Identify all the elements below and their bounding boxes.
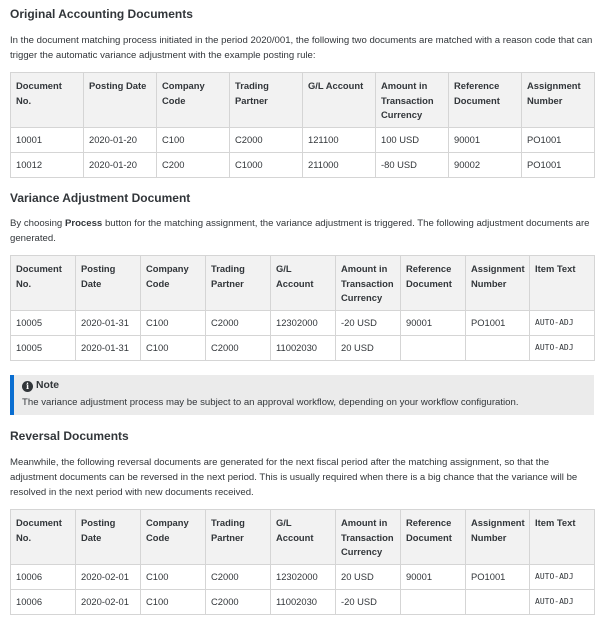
table-cell: -80 USD xyxy=(376,153,449,178)
table-row xyxy=(11,311,595,336)
table-cell: 12302000 xyxy=(271,311,336,336)
table-cell: C2000 xyxy=(206,590,271,615)
column-header: Reference Document xyxy=(401,510,466,565)
table-cell: 10001 xyxy=(11,128,84,153)
table-cell: 10005 xyxy=(11,311,76,336)
column-header: Company Code xyxy=(141,510,206,565)
table-cell: 2020-01-20 xyxy=(84,128,157,153)
column-header: Posting Date xyxy=(84,73,157,128)
table-cell: 2020-02-01 xyxy=(76,565,141,590)
table-cell: PO1001 xyxy=(522,153,595,178)
table-row xyxy=(11,336,595,361)
table-cell: 100 USD xyxy=(376,128,449,153)
table-cell xyxy=(466,590,530,615)
table-row xyxy=(11,590,595,615)
table-cell: C1000 xyxy=(230,153,303,178)
table-cell: C2000 xyxy=(206,565,271,590)
column-header: Trading Partner xyxy=(206,256,271,311)
table-cell: 2020-01-31 xyxy=(76,311,141,336)
section-intro-variance xyxy=(10,216,597,246)
column-header: Company Code xyxy=(157,73,230,128)
table-cell: 2020-01-31 xyxy=(76,336,141,361)
original-documents-table xyxy=(10,72,595,178)
column-header: Posting Date xyxy=(76,256,141,311)
table-cell: 90001 xyxy=(401,565,466,590)
table-cell: 11002030 xyxy=(271,590,336,615)
table-cell: 10006 xyxy=(11,590,76,615)
table-cell: C100 xyxy=(157,128,230,153)
column-header: Assignment Number xyxy=(522,73,595,128)
table-cell: 20 USD xyxy=(336,336,401,361)
reversal-header-row xyxy=(11,510,595,565)
table-cell: 211000 xyxy=(303,153,376,178)
table-cell: 12302000 xyxy=(271,565,336,590)
table-cell: 2020-02-01 xyxy=(76,590,141,615)
reversal-documents-table xyxy=(10,509,595,615)
intro-text: By choosing xyxy=(10,218,65,229)
column-header: Company Code xyxy=(141,256,206,311)
column-header: Reference Document xyxy=(401,256,466,311)
section-title-original: Original Accounting Documents xyxy=(10,7,193,21)
table-cell: 90001 xyxy=(401,311,466,336)
column-header: Item Text xyxy=(530,256,595,311)
intro-text: button for the matching assignment, the variance adjustment is triggered. The following adjustment documents are generated. xyxy=(10,218,590,244)
table-cell xyxy=(466,336,530,361)
column-header: Document No. xyxy=(11,256,76,311)
column-header: Amount in Transaction Currency xyxy=(376,73,449,128)
column-header: Trading Partner xyxy=(206,510,271,565)
table-cell: 121100 xyxy=(303,128,376,153)
table-cell: 10012 xyxy=(11,153,84,178)
table-row xyxy=(11,153,595,178)
table-cell: C2000 xyxy=(206,336,271,361)
table-cell: AUTO-ADJ xyxy=(530,590,595,615)
table-cell: PO1001 xyxy=(466,311,530,336)
table-cell: C100 xyxy=(141,590,206,615)
table-cell: PO1001 xyxy=(522,128,595,153)
note-text: The variance adjustment process may be subject to an approval workflow, depending on your workflow configuration. xyxy=(22,397,519,408)
table-cell: -20 USD xyxy=(336,311,401,336)
column-header: Assignment Number xyxy=(466,256,530,311)
table-cell: AUTO-ADJ xyxy=(530,336,595,361)
table-cell: 10005 xyxy=(11,336,76,361)
column-header: Amount in Transaction Currency xyxy=(336,256,401,311)
table-cell: 11002030 xyxy=(271,336,336,361)
table-cell: C2000 xyxy=(230,128,303,153)
column-header: G/L Account xyxy=(303,73,376,128)
section-intro-original: In the document matching process initiated in the period 2020/001, the following two documents are matched with a reason code that can trigger the automatic variance adjustment with the example posting rule: xyxy=(10,35,593,61)
column-header: Trading Partner xyxy=(230,73,303,128)
table-cell: 90001 xyxy=(449,128,522,153)
note-header xyxy=(22,379,586,393)
table-cell: C200 xyxy=(157,153,230,178)
table-cell: AUTO-ADJ xyxy=(530,311,595,336)
section-intro-reversal: Meanwhile, the following reversal documents are generated for the next fiscal period after the matching assignment, so that the adjustment documents can be reversed in the next period. This is usually required when there is a big chance that the variance will be resolved in the next period with new documents received. xyxy=(10,457,578,498)
note-box xyxy=(10,375,594,415)
column-header: Posting Date xyxy=(76,510,141,565)
variance-adjustment-table xyxy=(10,255,595,361)
note-title: Note xyxy=(36,380,60,391)
variance-header-row xyxy=(11,256,595,311)
table-cell: AUTO-ADJ xyxy=(530,565,595,590)
table-cell xyxy=(401,336,466,361)
section-title-reversal: Reversal Documents xyxy=(10,429,129,443)
table-cell: 20 USD xyxy=(336,565,401,590)
section-title-variance: Variance Adjustment Document xyxy=(10,191,191,205)
info-icon: i xyxy=(22,381,33,392)
table-cell: 90002 xyxy=(449,153,522,178)
table-cell: -20 USD xyxy=(336,590,401,615)
column-header: Document No. xyxy=(11,510,76,565)
original-header-row xyxy=(11,73,595,128)
column-header: Document No. xyxy=(11,73,84,128)
table-cell xyxy=(401,590,466,615)
column-header: G/L Account xyxy=(271,510,336,565)
column-header: Item Text xyxy=(530,510,595,565)
table-row xyxy=(11,128,595,153)
table-cell: C100 xyxy=(141,336,206,361)
table-cell: 2020-01-20 xyxy=(84,153,157,178)
table-cell: C2000 xyxy=(206,311,271,336)
column-header: Amount in Transaction Currency xyxy=(336,510,401,565)
process-button-reference: Process xyxy=(64,218,103,229)
column-header: G/L Account xyxy=(271,256,336,311)
table-cell: C100 xyxy=(141,311,206,336)
table-row xyxy=(11,565,595,590)
table-cell: 10006 xyxy=(11,565,76,590)
table-cell: C100 xyxy=(141,565,206,590)
column-header: Reference Document xyxy=(449,73,522,128)
table-cell: PO1001 xyxy=(466,565,530,590)
column-header: Assignment Number xyxy=(466,510,530,565)
